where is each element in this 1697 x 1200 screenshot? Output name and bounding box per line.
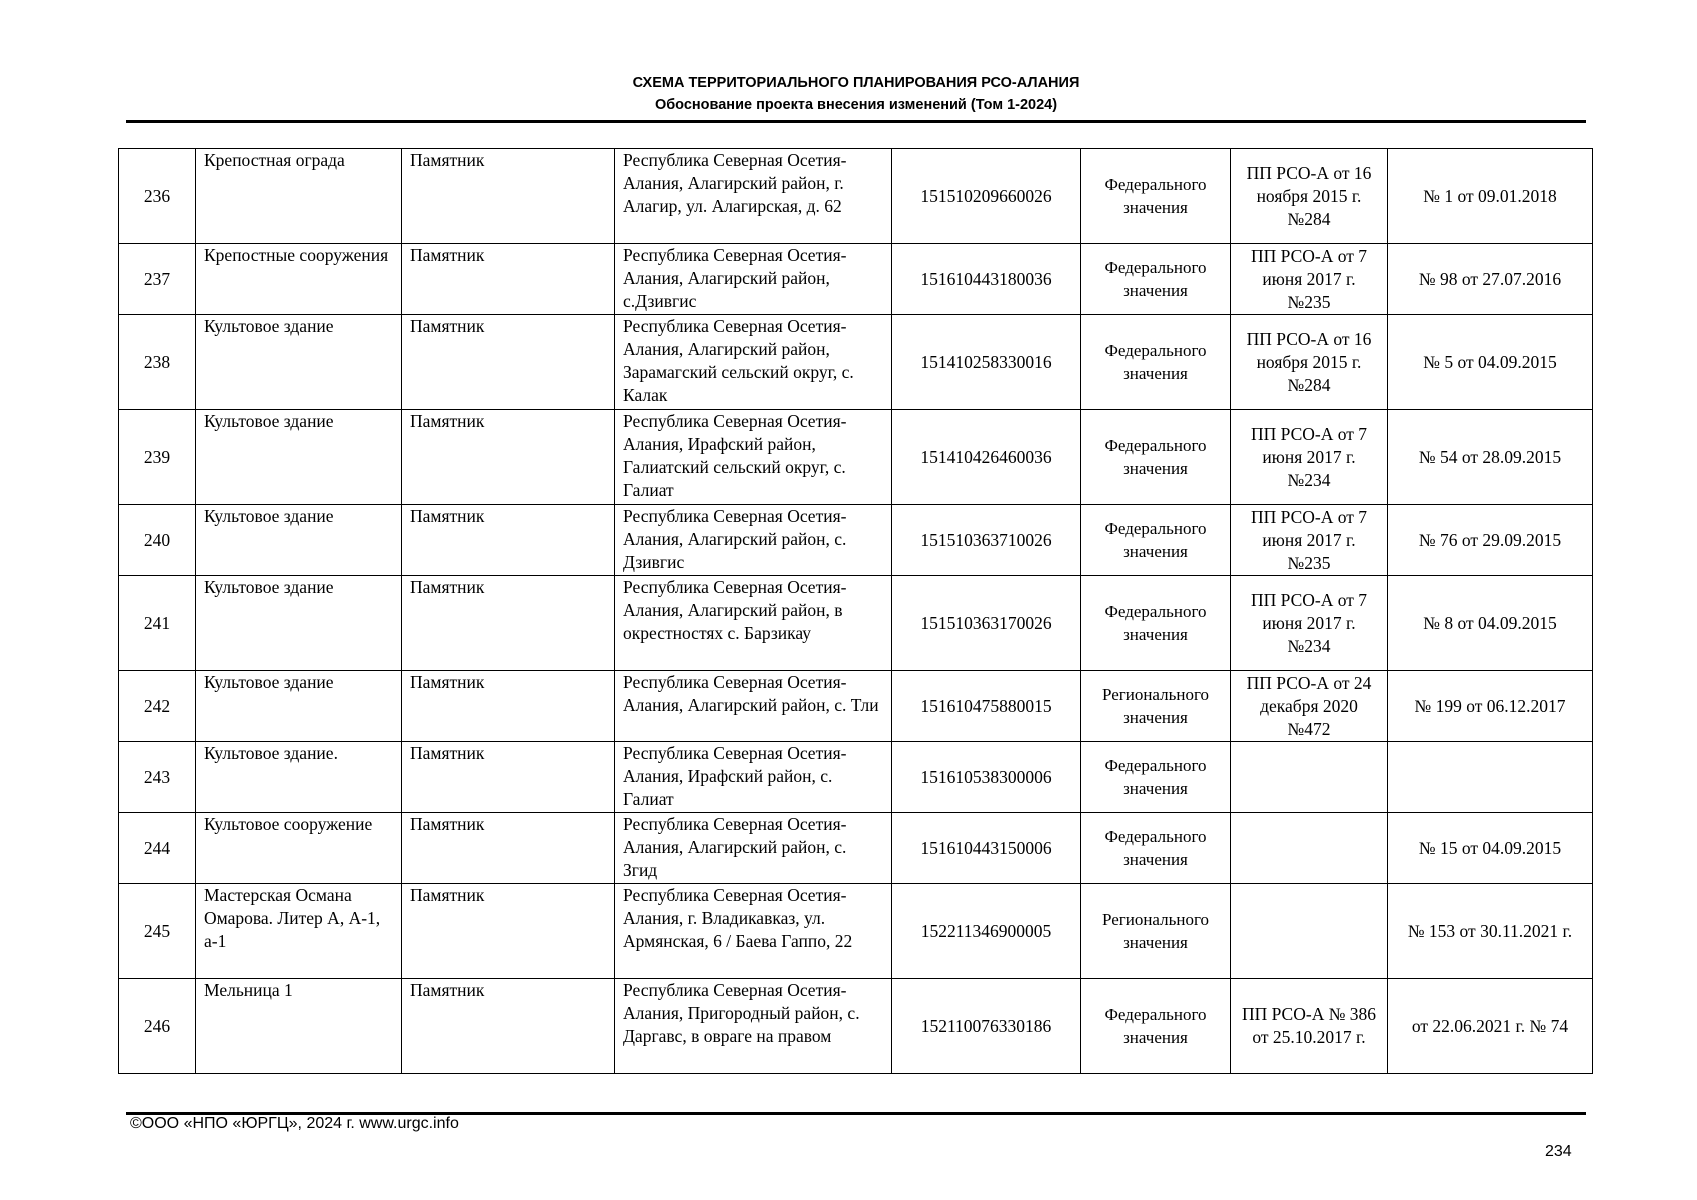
page-number: 234 — [1545, 1143, 1572, 1160]
object-category-cell: Памятник — [402, 410, 615, 505]
object-address-cell: Республика Северная Осетия-Алания, Алагирский район, в окрестностях с. Барзикау — [615, 576, 892, 671]
decree-reference-cell: ПП РСО-А от 7 июня 2017 г. №234 — [1231, 410, 1388, 505]
object-address-cell: Республика Северная Осетия-Алания, Ирафский район, Галиатский сельский округ, с. Галиат — [615, 410, 892, 505]
object-name-cell: Крепостная ограда — [196, 149, 402, 244]
object-address-cell: Республика Северная Осетия-Алания, Алагирский район, Зарамагский сельский округ, с. Калак — [615, 315, 892, 410]
order-reference-cell: от 22.06.2021 г. № 74 — [1388, 979, 1593, 1074]
object-address-cell: Республика Северная Осетия-Алания, Алагирский район, с. Тли — [615, 671, 892, 742]
significance-level-cell: Федерального значения — [1081, 149, 1231, 244]
order-reference-cell: № 15 от 04.09.2015 — [1388, 813, 1593, 884]
row-number-cell: 241 — [119, 576, 196, 671]
object-name-cell: Культовое сооружение — [196, 813, 402, 884]
decree-reference-cell — [1231, 884, 1388, 979]
registry-number-cell: 151510209660026 — [892, 149, 1081, 244]
object-category-cell: Памятник — [402, 505, 615, 576]
significance-level-cell: Федерального значения — [1081, 742, 1231, 813]
registry-number-cell: 151410426460036 — [892, 410, 1081, 505]
row-number-cell: 237 — [119, 244, 196, 315]
registry-number-cell: 151610443150006 — [892, 813, 1081, 884]
significance-level-cell: Федерального значения — [1081, 244, 1231, 315]
table-row — [119, 979, 1593, 1074]
object-category-cell: Памятник — [402, 742, 615, 813]
object-name-cell: Мастерская Османа Омарова. Литер А, А-1, а-1 — [196, 884, 402, 979]
table-row — [119, 149, 1593, 244]
decree-reference-cell: ПП РСО-А № 386 от 25.10.2017 г. — [1231, 979, 1388, 1074]
row-number-cell: 246 — [119, 979, 196, 1074]
row-number-cell: 244 — [119, 813, 196, 884]
table-row — [119, 244, 1593, 315]
significance-level-cell: Федерального значения — [1081, 505, 1231, 576]
decree-reference-cell: ПП РСО-А от 7 июня 2017 г. №235 — [1231, 505, 1388, 576]
order-reference-cell: № 76 от 29.09.2015 — [1388, 505, 1593, 576]
registry-number-cell: 152110076330186 — [892, 979, 1081, 1074]
table-row — [119, 742, 1593, 813]
registry-number-cell: 151510363170026 — [892, 576, 1081, 671]
decree-reference-cell: ПП РСО-А от 7 июня 2017 г. №234 — [1231, 576, 1388, 671]
object-name-cell: Мельница 1 — [196, 979, 402, 1074]
object-address-cell: Республика Северная Осетия-Алания, Алагирский район, с. Дзивгис — [615, 505, 892, 576]
significance-level-cell: Федерального значения — [1081, 410, 1231, 505]
table-row — [119, 410, 1593, 505]
registry-number-cell: 151610443180036 — [892, 244, 1081, 315]
decree-reference-cell: ПП РСО-А от 7 июня 2017 г. №235 — [1231, 244, 1388, 315]
registry-number-cell: 151410258330016 — [892, 315, 1081, 410]
significance-level-cell: Регионального значения — [1081, 671, 1231, 742]
order-reference-cell — [1388, 742, 1593, 813]
registry-number-cell: 151610538300006 — [892, 742, 1081, 813]
row-number-cell: 236 — [119, 149, 196, 244]
significance-level-cell: Федерального значения — [1081, 813, 1231, 884]
row-number-cell: 238 — [119, 315, 196, 410]
heritage-objects-table — [118, 148, 1593, 1074]
row-number-cell: 239 — [119, 410, 196, 505]
object-address-cell: Республика Северная Осетия-Алания, Алагирский район, с. Згид — [615, 813, 892, 884]
registry-number-cell: 151610475880015 — [892, 671, 1081, 742]
table-row — [119, 505, 1593, 576]
object-address-cell: Республика Северная Осетия-Алания, Пригородный район, с. Даргавс, в овраге на правом — [615, 979, 892, 1074]
order-reference-cell: № 1 от 09.01.2018 — [1388, 149, 1593, 244]
decree-reference-cell — [1231, 742, 1388, 813]
registry-number-cell: 152211346900005 — [892, 884, 1081, 979]
object-name-cell: Культовое здание — [196, 576, 402, 671]
row-number-cell: 245 — [119, 884, 196, 979]
object-name-cell: Культовое здание — [196, 671, 402, 742]
row-number-cell: 242 — [119, 671, 196, 742]
order-reference-cell: № 5 от 04.09.2015 — [1388, 315, 1593, 410]
document-header — [126, 72, 1586, 116]
object-category-cell: Памятник — [402, 884, 615, 979]
object-name-cell: Культовое здание — [196, 410, 402, 505]
document-subtitle: Обоснование проекта внесения изменений (Том 1-2024) — [654, 97, 1058, 113]
decree-reference-cell — [1231, 813, 1388, 884]
decree-reference-cell: ПП РСО-А от 16 ноября 2015 г. №284 — [1231, 315, 1388, 410]
table-row — [119, 576, 1593, 671]
table-row — [119, 884, 1593, 979]
object-category-cell: Памятник — [402, 671, 615, 742]
significance-level-cell: Федерального значения — [1081, 576, 1231, 671]
object-name-cell: Культовое здание — [196, 315, 402, 410]
table-row — [119, 315, 1593, 410]
object-category-cell: Памятник — [402, 576, 615, 671]
row-number-cell: 240 — [119, 505, 196, 576]
order-reference-cell: № 153 от 30.11.2021 г. — [1388, 884, 1593, 979]
object-address-cell: Республика Северная Осетия-Алания, Ирафский район, с. Галиат — [615, 742, 892, 813]
object-category-cell: Памятник — [402, 813, 615, 884]
table-row — [119, 671, 1593, 742]
row-number-cell: 243 — [119, 742, 196, 813]
registry-number-cell: 151510363710026 — [892, 505, 1081, 576]
object-category-cell: Памятник — [402, 149, 615, 244]
object-address-cell: Республика Северная Осетия-Алания, г. Владикавказ, ул. Армянская, 6 / Баева Гаппо, 22 — [615, 884, 892, 979]
significance-level-cell: Федерального значения — [1081, 979, 1231, 1074]
header-rule — [126, 120, 1586, 123]
significance-level-cell: Федерального значения — [1081, 315, 1231, 410]
order-reference-cell: № 199 от 06.12.2017 — [1388, 671, 1593, 742]
object-category-cell: Памятник — [402, 315, 615, 410]
object-address-cell: Республика Северная Осетия-Алания, Алагирский район, г. Алагир, ул. Алагирская, д. 62 — [615, 149, 892, 244]
table-body — [119, 149, 1593, 1074]
object-name-cell: Культовое здание — [196, 505, 402, 576]
document-title: СХЕМА ТЕРРИТОРИАЛЬНОГО ПЛАНИРОВАНИЯ РСО-АЛАНИЯ — [632, 75, 1080, 91]
decree-reference-cell: ПП РСО-А от 24 декабря 2020 №472 — [1231, 671, 1388, 742]
object-name-cell: Крепостные сооружения — [196, 244, 402, 315]
table-row — [119, 813, 1593, 884]
footer-copyright: ©ООО «НПО «ЮРГЦ», 2024 г. www.urgc.info — [130, 1115, 459, 1132]
object-address-cell: Республика Северная Осетия-Алания, Алагирский район, с.Дзивгис — [615, 244, 892, 315]
object-name-cell: Культовое здание. — [196, 742, 402, 813]
decree-reference-cell: ПП РСО-А от 16 ноября 2015 г. №284 — [1231, 149, 1388, 244]
order-reference-cell: № 98 от 27.07.2016 — [1388, 244, 1593, 315]
order-reference-cell: № 54 от 28.09.2015 — [1388, 410, 1593, 505]
order-reference-cell: № 8 от 04.09.2015 — [1388, 576, 1593, 671]
object-category-cell: Памятник — [402, 979, 615, 1074]
significance-level-cell: Регионального значения — [1081, 884, 1231, 979]
object-category-cell: Памятник — [402, 244, 615, 315]
